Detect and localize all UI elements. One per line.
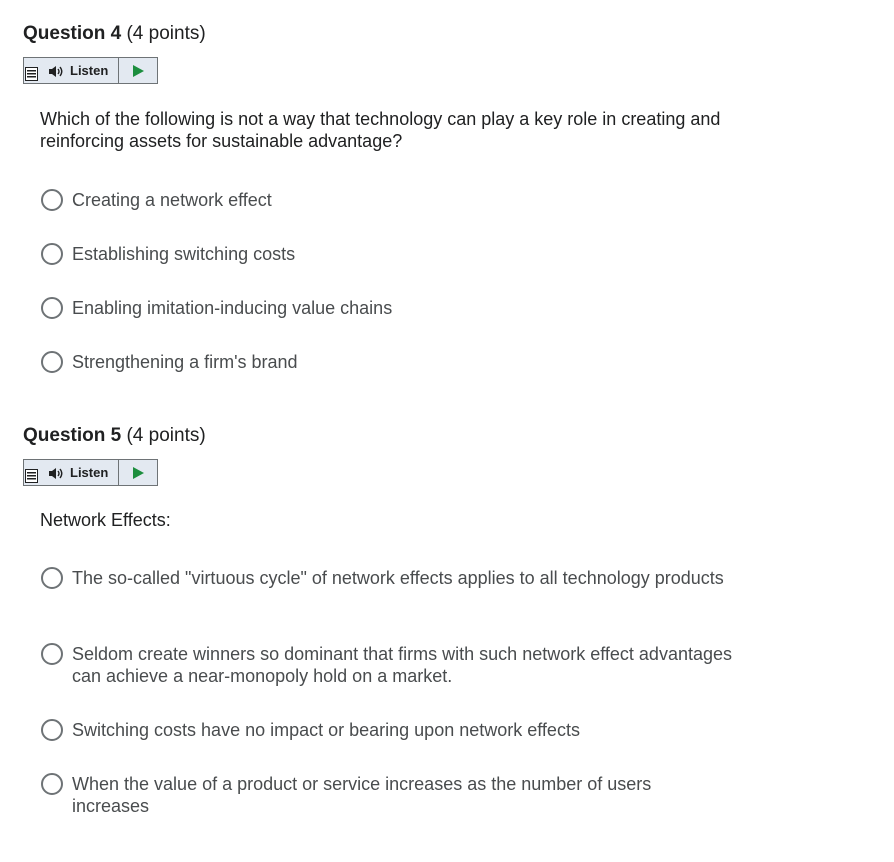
document-icon (25, 67, 38, 81)
radio-button[interactable] (41, 243, 63, 265)
play-icon (133, 65, 144, 77)
play-button-q4[interactable] (119, 58, 157, 83)
document-icon (25, 469, 38, 483)
play-icon (133, 467, 144, 479)
listen-label: Listen (70, 465, 109, 480)
option-label: Switching costs have no impact or bearing upon network effects (72, 720, 580, 740)
speaker-icon (48, 467, 64, 480)
option-label: Strengthening a firm's brand (72, 352, 298, 372)
radio-button[interactable] (41, 719, 63, 741)
listen-button-q5[interactable] (23, 459, 158, 486)
option-label: Establishing switching costs (72, 244, 296, 264)
radio-button[interactable] (41, 297, 63, 319)
speaker-icon (48, 65, 64, 78)
play-button-q5[interactable] (119, 460, 157, 485)
question-4-stem: Which of the following is not a way that technology can play a key role in creating and reinforcing assets for sustainable advantage? (40, 109, 721, 151)
listen-button-q4[interactable] (23, 57, 158, 84)
radio-button[interactable] (41, 643, 63, 665)
radio-button[interactable] (41, 773, 63, 795)
radio-button[interactable] (41, 351, 63, 373)
question-5-title: Question 5 (4 points) (23, 425, 206, 446)
radio-button[interactable] (41, 567, 63, 589)
listen-label: Listen (70, 63, 109, 78)
option-label: The so-called "virtuous cycle" of network effects applies to all technology products (72, 568, 724, 588)
radio-button[interactable] (41, 189, 63, 211)
option-label: Seldom create winners so dominant that firms with such network effect advantages can achieve a near-monopoly hold on a market. (72, 644, 732, 686)
option-label: Creating a network effect (72, 190, 272, 210)
option-label: Enabling imitation-inducing value chains (72, 298, 393, 318)
question-4-title: Question 4 (4 points) (23, 23, 206, 44)
question-5-stem: Network Effects: (40, 510, 171, 530)
option-label: When the value of a product or service increases as the number of users increases (72, 774, 652, 816)
